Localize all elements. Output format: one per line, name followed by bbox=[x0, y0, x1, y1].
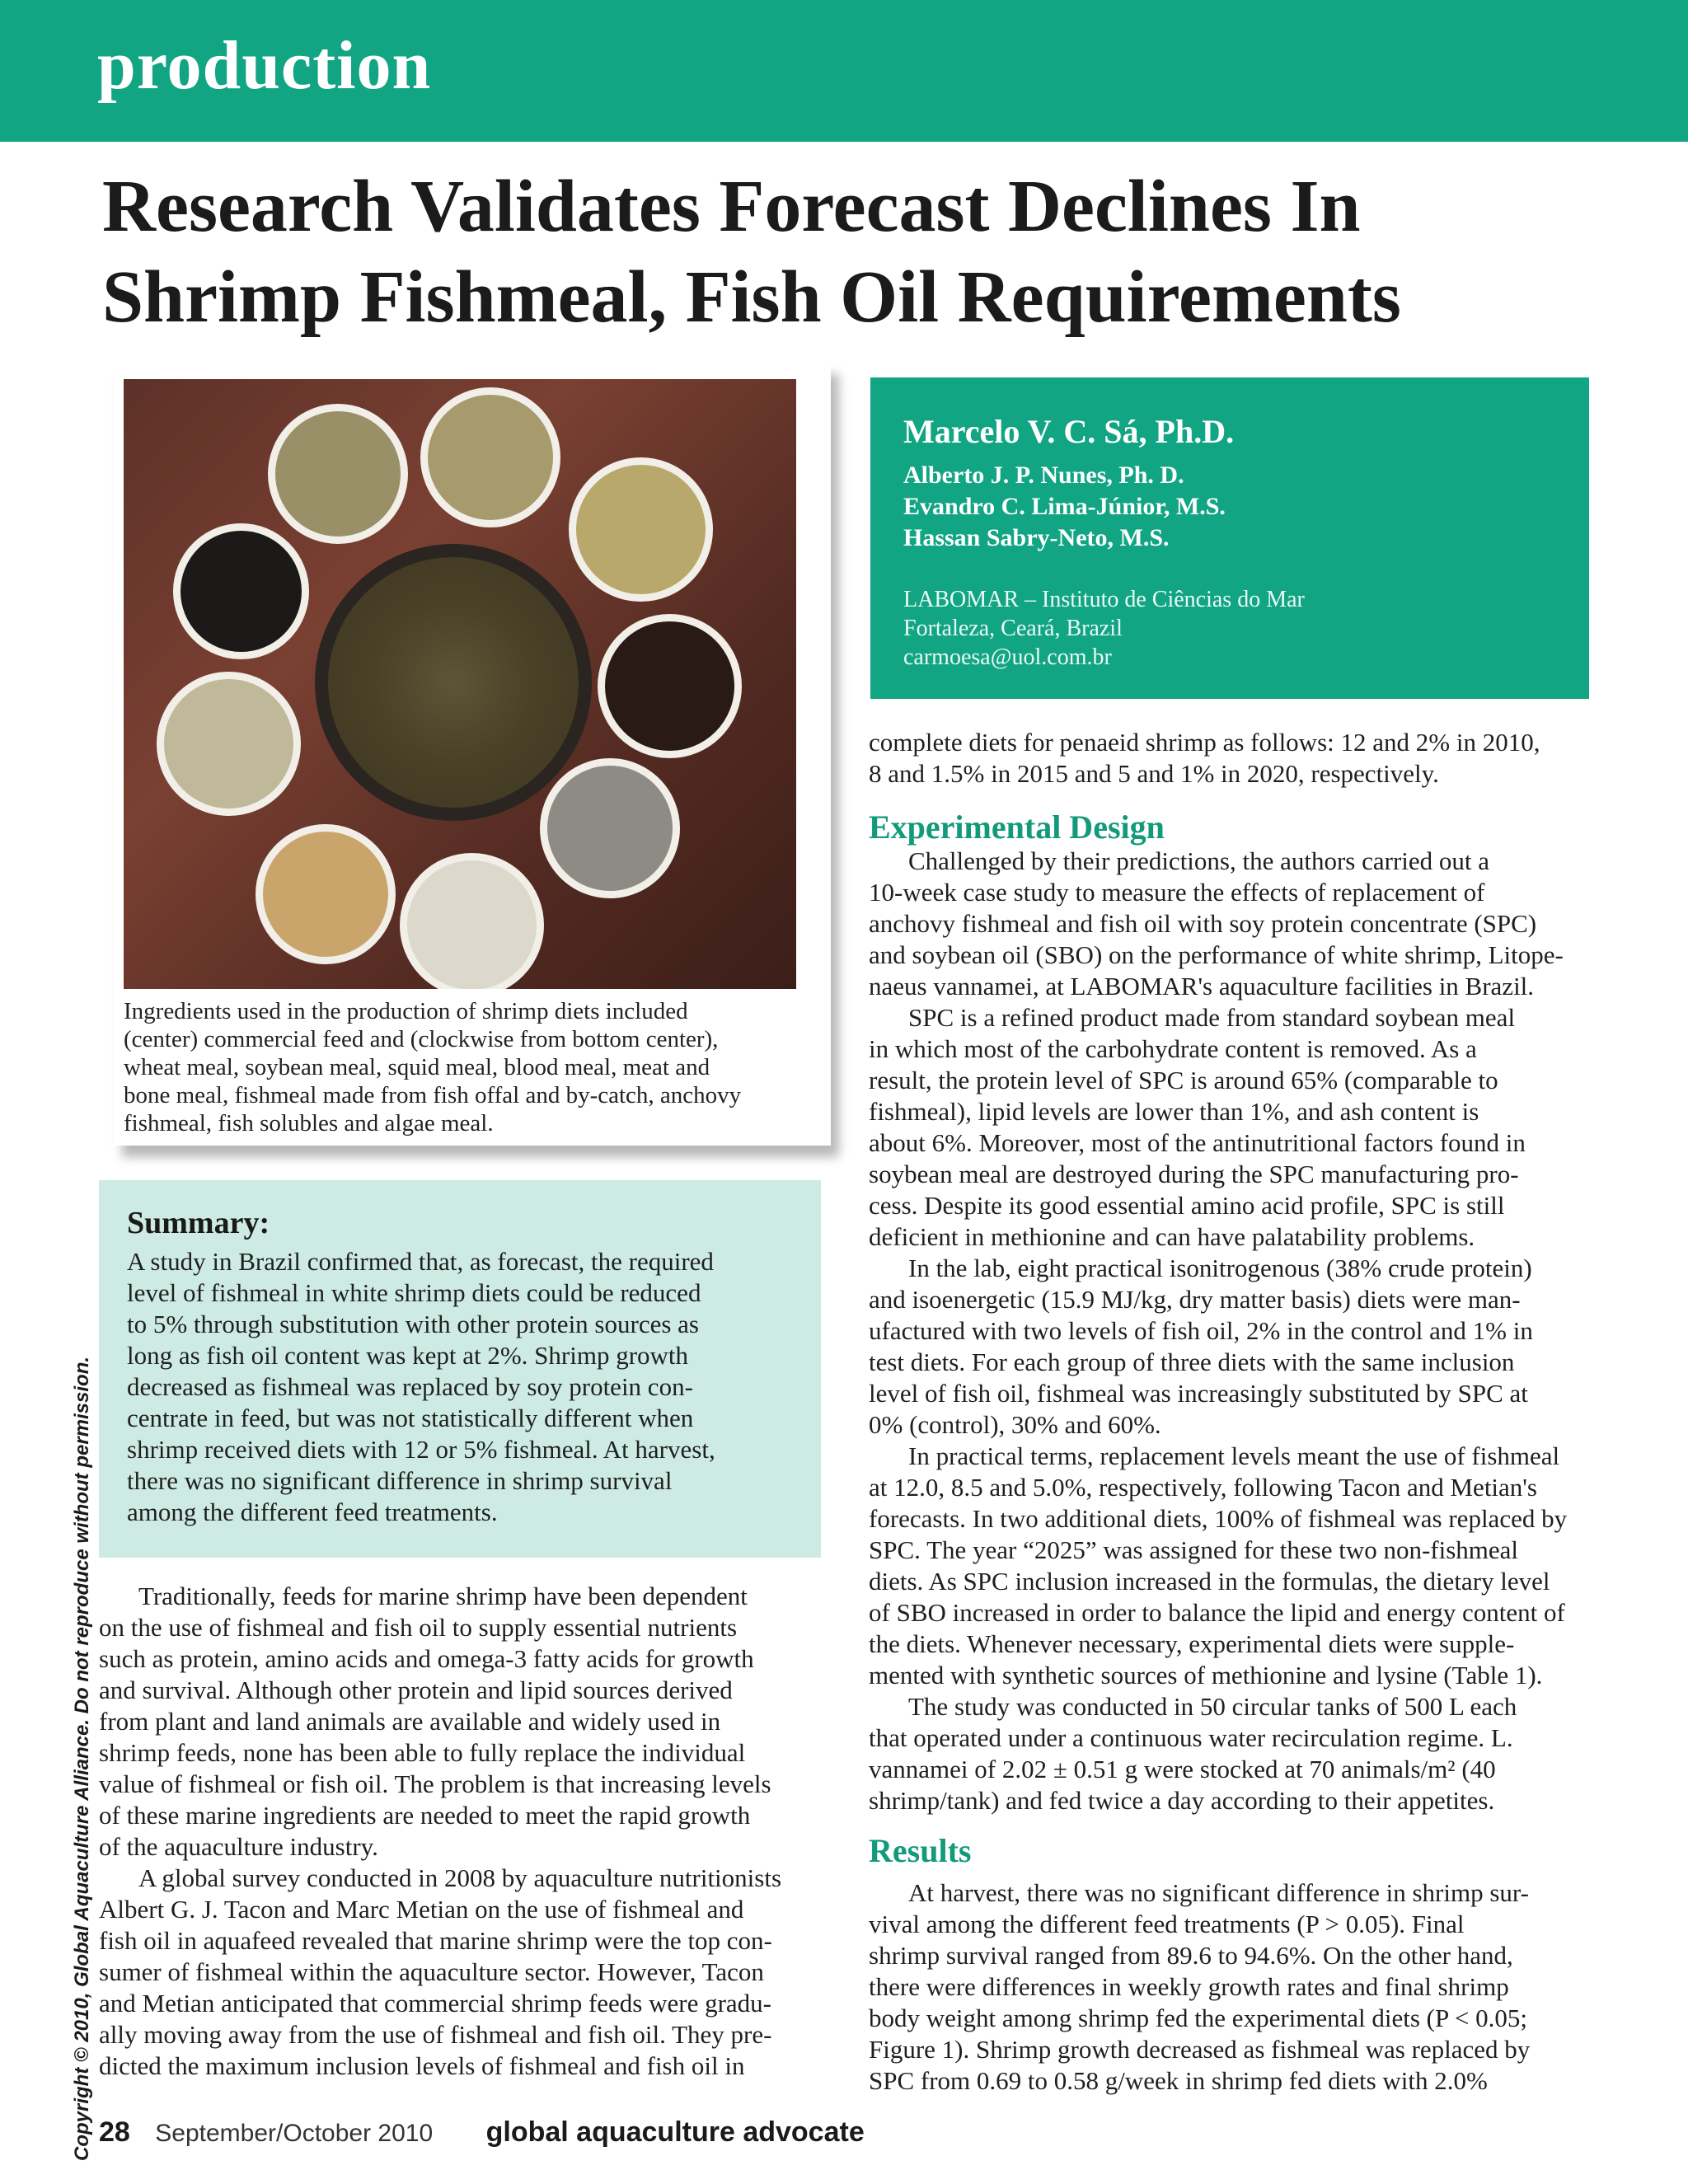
body-line: 0% (control), 30% and 60%. bbox=[869, 1410, 1161, 1439]
body-line: forecasts. In two additional diets, 100% of fishmeal was replaced by bbox=[869, 1504, 1568, 1533]
body-line: shrimp survival ranged from 89.6 to 94.6%. On the other hand, bbox=[869, 1941, 1513, 1970]
body-line: sumer of fishmeal within the aquaculture sector. However, Tacon bbox=[99, 1957, 764, 1986]
body-line: result, the protein level of SPC is around 65% (comparable to bbox=[869, 1066, 1498, 1094]
body-line: soybean meal are destroyed during the SPC manufacturing pro- bbox=[869, 1160, 1519, 1188]
ingredients-photo bbox=[124, 379, 796, 989]
body-line: Challenged by their predictions, the authors carried out a bbox=[908, 846, 1490, 875]
body-line: and isoenergetic (15.9 MJ/kg, dry matter basis) diets were man- bbox=[869, 1285, 1521, 1314]
institution: LABOMAR – Instituto de Ciências do Mar bbox=[903, 587, 1305, 612]
body-line: at 12.0, 8.5 and 5.0%, respectively, following Tacon and Metian's bbox=[869, 1473, 1537, 1502]
summary-title: Summary: bbox=[127, 1206, 270, 1240]
body-line: and Metian anticipated that commercial shrimp feeds were gradu- bbox=[99, 1989, 772, 2018]
body-line: value of fishmeal or fish oil. The problem is that increasing levels bbox=[99, 1769, 771, 1798]
experimental-design-text bbox=[869, 846, 1611, 1816]
caption-line: (center) commercial feed and (clockwise from bottom center), bbox=[124, 1026, 719, 1052]
body-line: and survival. Although other protein and lipid sources derived bbox=[99, 1675, 733, 1704]
caption-line: fishmeal, fish solubles and algae meal. bbox=[124, 1110, 494, 1137]
summary-text bbox=[127, 1246, 819, 1528]
summary-line: A study in Brazil confirmed that, as forecast, the required bbox=[127, 1247, 714, 1276]
summary-line: to 5% through substitution with other protein sources as bbox=[127, 1310, 699, 1338]
headline-line-1: Research Validates Forecast Declines In bbox=[102, 166, 1361, 247]
summary-line: decreased as fishmeal was replaced by soy protein con- bbox=[127, 1372, 693, 1401]
body-line: on the use of fishmeal and fish oil to supply essential nutrients bbox=[99, 1613, 738, 1642]
body-line: of SBO increased in order to balance the lipid and energy content of bbox=[869, 1598, 1565, 1627]
body-line: 10-week case study to measure the effects of replacement of bbox=[869, 878, 1485, 907]
section-banner bbox=[0, 0, 1688, 142]
copyright-notice: Copyright © 2010, Global Aquaculture Alliance. Do not reproduce without permission. bbox=[71, 1356, 93, 2161]
summary-box bbox=[99, 1180, 821, 1558]
body-line: Figure 1). Shrimp growth decreased as fishmeal was replaced by bbox=[869, 2035, 1531, 2064]
body-line: from plant and land animals are available and widely used in bbox=[99, 1707, 721, 1736]
body-line: the diets. Whenever necessary, experimental diets were supple- bbox=[869, 1629, 1515, 1658]
body-line: At harvest, there was no significant difference in shrimp sur- bbox=[908, 1878, 1529, 1907]
summary-line: among the different feed treatments. bbox=[127, 1497, 498, 1526]
article-headline bbox=[102, 162, 1652, 343]
photo-caption bbox=[124, 997, 808, 1137]
page-number: 28 bbox=[99, 2116, 130, 2148]
bowl-squid-meal bbox=[540, 758, 680, 898]
email-link[interactable]: carmoesa@uol.com.br bbox=[903, 644, 1112, 670]
body-line: ally moving away from the use of fishmeal and fish oil. They pre- bbox=[99, 2020, 772, 2049]
bowl-wheat-meal bbox=[256, 824, 396, 964]
summary-line: shrimp received diets with 12 or 5% fishmeal. At harvest, bbox=[127, 1435, 715, 1464]
body-line: of the aquaculture industry. bbox=[99, 1832, 378, 1861]
body-line: in which most of the carbohydrate content is removed. As a bbox=[869, 1034, 1477, 1063]
body-line: level of fish oil, fishmeal was increasingly substituted by SPC at bbox=[869, 1379, 1528, 1408]
summary-line: level of fishmeal in white shrimp diets could be reduced bbox=[127, 1278, 701, 1307]
body-line: vannamei of 2.02 ± 0.51 g were stocked at 70 animals/m² (40 bbox=[869, 1755, 1496, 1783]
affiliation bbox=[903, 585, 1305, 672]
body-line: SPC from 0.69 to 0.58 g/week in shrimp fed diets with 2.0% bbox=[869, 2066, 1488, 2095]
body-line: cess. Despite its good essential amino acid profile, SPC is still bbox=[869, 1191, 1505, 1220]
body-line: naeus vannamei, at LABOMAR's aquaculture facilities in Brazil. bbox=[869, 972, 1535, 1001]
body-line: of these marine ingredients are needed to meet the rapid growth bbox=[99, 1801, 751, 1830]
body-line: fish oil in aquafeed revealed that marine shrimp were the top con- bbox=[99, 1926, 772, 1955]
body-line: and soybean oil (SBO) on the performance of white shrimp, Litope- bbox=[869, 940, 1564, 969]
caption-line: Ingredients used in the production of shrimp diets included bbox=[124, 998, 688, 1024]
summary-line: long as fish oil content was kept at 2%. Shrimp growth bbox=[127, 1341, 689, 1370]
body-line: The study was conducted in 50 circular tanks of 500 L each bbox=[908, 1692, 1517, 1721]
body-line: there were differences in weekly growth rates and final shrimp bbox=[869, 1972, 1509, 2001]
body-line: SPC is a refined product made from standard soybean meal bbox=[908, 1003, 1516, 1032]
body-line: In practical terms, replacement levels meant the use of fishmeal bbox=[908, 1441, 1560, 1470]
body-line: diets. As SPC inclusion increased in the formulas, the dietary level bbox=[869, 1567, 1550, 1596]
coauthor: Alberto J. P. Nunes, Ph. D. bbox=[903, 462, 1184, 489]
bowl-soybean-meal bbox=[400, 853, 544, 989]
body-line: deficient in methionine and can have palatability problems. bbox=[869, 1222, 1475, 1251]
body-line: 8 and 1.5% in 2015 and 5 and 1% in 2020, respectively. bbox=[869, 759, 1439, 788]
bowl-blood-meal bbox=[598, 614, 742, 758]
bowl-meat-bone-meal bbox=[569, 457, 713, 602]
caption-line: bone meal, fishmeal made from fish offal and by-catch, anchovy bbox=[124, 1082, 742, 1108]
body-line: complete diets for penaeid shrimp as follows: 12 and 2% in 2010, bbox=[869, 728, 1540, 757]
body-line: Traditionally, feeds for marine shrimp have been dependent bbox=[138, 1582, 748, 1610]
body-line: A global survey conducted in 2008 by aquaculture nutritionists bbox=[138, 1863, 782, 1892]
authors-box bbox=[870, 377, 1589, 699]
results-heading: Results bbox=[869, 1832, 972, 1869]
body-line: shrimp feeds, none has been able to fully replace the individual bbox=[99, 1738, 746, 1767]
location: Fortaleza, Ceará, Brazil bbox=[903, 616, 1123, 641]
body-line: In the lab, eight practical isonitrogenous (38% crude protein) bbox=[908, 1254, 1532, 1282]
body-line: Albert G. J. Tacon and Marc Metian on the use of fishmeal and bbox=[99, 1895, 744, 1924]
body-right-intro bbox=[869, 727, 1611, 790]
body-line: dicted the maximum inclusion levels of fishmeal and fish oil in bbox=[99, 2051, 745, 2080]
bowl-algae-meal bbox=[157, 672, 301, 816]
feed-pellets-bowl bbox=[315, 544, 592, 821]
issue-date: September/October 2010 bbox=[155, 2120, 434, 2147]
section-title: production bbox=[97, 27, 432, 104]
body-line: that operated under a continuous water recirculation regime. L. bbox=[869, 1723, 1513, 1752]
body-left-column bbox=[99, 1581, 824, 2082]
experimental-design-heading: Experimental Design bbox=[869, 808, 1165, 846]
bowl-fish-solubles bbox=[173, 523, 309, 659]
body-line: vival among the different feed treatments (P > 0.05). Final bbox=[869, 1910, 1465, 1938]
body-line: ufactured with two levels of fish oil, 2% in the control and 1% in bbox=[869, 1316, 1533, 1345]
coauthor: Evandro C. Lima-Júnior, M.S. bbox=[903, 493, 1226, 520]
lead-author: Marcelo V. C. Sá, Ph.D. bbox=[903, 413, 1235, 450]
body-line: about 6%. Moreover, most of the antinutritional factors found in bbox=[869, 1128, 1526, 1157]
photo-panel bbox=[114, 363, 831, 1146]
body-line: body weight among shrimp fed the experimental diets (P < 0.05; bbox=[869, 2004, 1527, 2032]
caption-line: wheat meal, soybean meal, squid meal, blood meal, meat and bbox=[124, 1054, 710, 1080]
magazine-name: global aquaculture advocate bbox=[485, 2116, 865, 2148]
coauthor-list bbox=[903, 460, 1226, 554]
body-line: such as protein, amino acids and omega-3 fatty acids for growth bbox=[99, 1644, 754, 1673]
summary-line: there was no significant difference in shrimp survival bbox=[127, 1466, 673, 1495]
body-line: test diets. For each group of three diets with the same inclusion bbox=[869, 1347, 1515, 1376]
coauthor: Hassan Sabry-Neto, M.S. bbox=[903, 524, 1170, 551]
bowl-anchovy-fishmeal bbox=[268, 404, 408, 544]
body-line: anchovy fishmeal and fish oil with soy protein concentrate (SPC) bbox=[869, 909, 1537, 938]
body-line: fishmeal), lipid levels are lower than 1%, and ash content is bbox=[869, 1097, 1479, 1126]
summary-line: centrate in feed, but was not statistically different when bbox=[127, 1404, 694, 1432]
headline-line-2: Shrimp Fishmeal, Fish Oil Requirements bbox=[102, 256, 1401, 338]
results-text bbox=[869, 1877, 1611, 2097]
page-footer bbox=[99, 2116, 865, 2153]
body-line: SPC. The year “2025” was assigned for these two non-fishmeal bbox=[869, 1535, 1519, 1564]
body-line: shrimp/tank) and fed twice a day according to their appetites. bbox=[869, 1786, 1495, 1815]
body-line: mented with synthetic sources of methionine and lysine (Table 1). bbox=[869, 1661, 1543, 1690]
bowl-fish-offal-meal bbox=[420, 387, 560, 527]
